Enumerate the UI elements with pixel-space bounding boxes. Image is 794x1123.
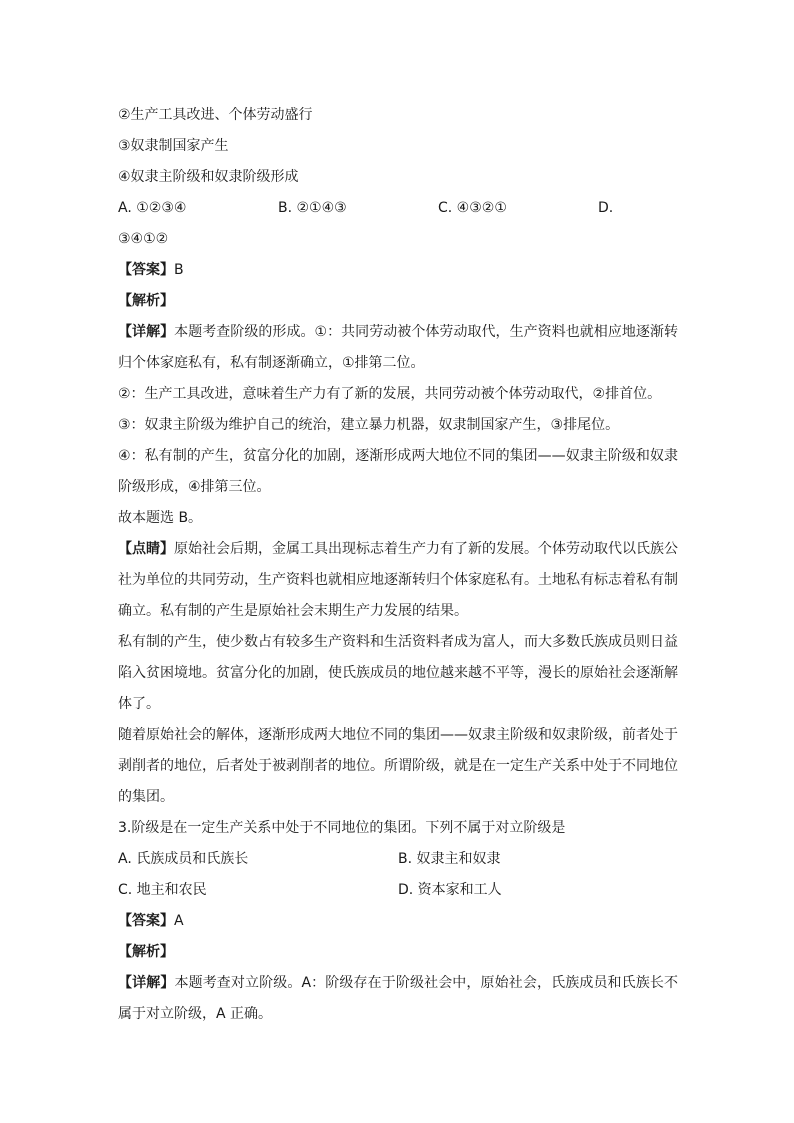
q2-options: [118, 193, 678, 224]
q3-option-d: D. 资本家和工人: [398, 882, 502, 898]
q2-option-d: D.: [598, 200, 614, 216]
comment-text: 原始社会后期，金属工具出现标志着生产力有了新的发展。个体劳动取代以氏族公社为单位的共同劳动，生产资料也就相应地逐渐转归个体家庭私有。土地私有标志着私有制确立。私有制的产生是原始社会末期生产力发展的结果。: [118, 541, 678, 619]
q2-option-b: B. ②①④③: [278, 200, 347, 216]
q2-item-4: ④奴隶主阶级和奴隶阶级形成: [118, 169, 299, 185]
q3-options-row-2: [118, 875, 678, 906]
q3-option-c: C. 地主和农民: [118, 882, 207, 898]
analysis-tag: 【解析】: [118, 944, 174, 960]
q2-analysis-heading: [118, 286, 678, 317]
q2-item-2: ②生产工具改进、个体劳动盛行: [118, 107, 313, 123]
q2-para-3: ③：奴隶主阶级为维护自己的统治，建立暴力机器，奴隶制国家产生，③排尾位。: [118, 417, 620, 433]
q3-detail: [118, 968, 678, 1030]
q2-option-a: A. ①②③④: [118, 200, 187, 216]
detail-tag: 【详解】: [118, 975, 175, 991]
answer-tag: 【答案】: [118, 913, 174, 929]
q2-comment: [118, 534, 678, 627]
q2-para-2: ②：生产工具改进，意味着生产力有了新的发展，共同劳动被个体劳动取代，②排首位。: [118, 386, 662, 402]
answer-value: A: [174, 913, 184, 929]
q2-option-c: C. ④③②①: [438, 200, 507, 216]
q3-analysis-heading: [118, 937, 678, 968]
q3-options-row-1: [118, 844, 678, 875]
q2-answer: [118, 255, 678, 286]
q3-option-b: B. 奴隶主和奴隶: [398, 851, 501, 867]
q2-comment-para-3: 随着原始社会的解体，逐渐形成两大地位不同的集团——奴隶主阶级和奴隶阶级，前者处于剥削者的地位，后者处于被剥削者的地位。所谓阶级，就是在一定生产关系中处于不同地位的集团。: [118, 727, 678, 805]
analysis-tag: 【解析】: [118, 293, 174, 309]
q2-para-4: ④：私有制的产生，贫富分化的加剧，逐渐形成两大地位不同的集团——奴隶主阶级和奴隶阶级形成，④排第三位。: [118, 448, 678, 495]
q2-comment-para-2: 私有制的产生，使少数占有较多生产资料和生活资料者成为富人，而大多数氏族成员则日益陷入贫困境地。贫富分化的加剧，使氏族成员的地位越来越不平等，漫长的原始社会逐渐解体了。: [118, 634, 678, 712]
q2-detail: [118, 317, 678, 379]
q3-option-a: A. 氏族成员和氏族长: [118, 851, 249, 867]
q2-conclusion: 故本题选 B。: [118, 510, 203, 526]
document-body: [118, 100, 678, 1030]
answer-value: B: [174, 262, 184, 278]
detail-text: 本题考查阶级的形成。①：共同劳动被个体劳动取代，生产资料也就相应地逐渐转归个体家庭私有，私有制逐渐确立，①排第二位。: [118, 324, 678, 371]
q2-option-d-continued: ③④①②: [118, 231, 169, 247]
detail-text: 本题考查对立阶级。A：阶级存在于阶级社会中，原始社会，氏族成员和氏族长不属于对立阶级，A 正确。: [118, 975, 679, 1022]
answer-tag: 【答案】: [118, 262, 174, 278]
q2-item-3: ③奴隶制国家产生: [118, 138, 229, 154]
q3-stem: 3.阶级是在一定生产关系中处于不同地位的集团。下列不属于对立阶级是: [118, 820, 566, 836]
comment-tag: 【点睛】: [118, 541, 174, 557]
detail-tag: 【详解】: [118, 324, 175, 340]
q3-answer: [118, 906, 678, 937]
